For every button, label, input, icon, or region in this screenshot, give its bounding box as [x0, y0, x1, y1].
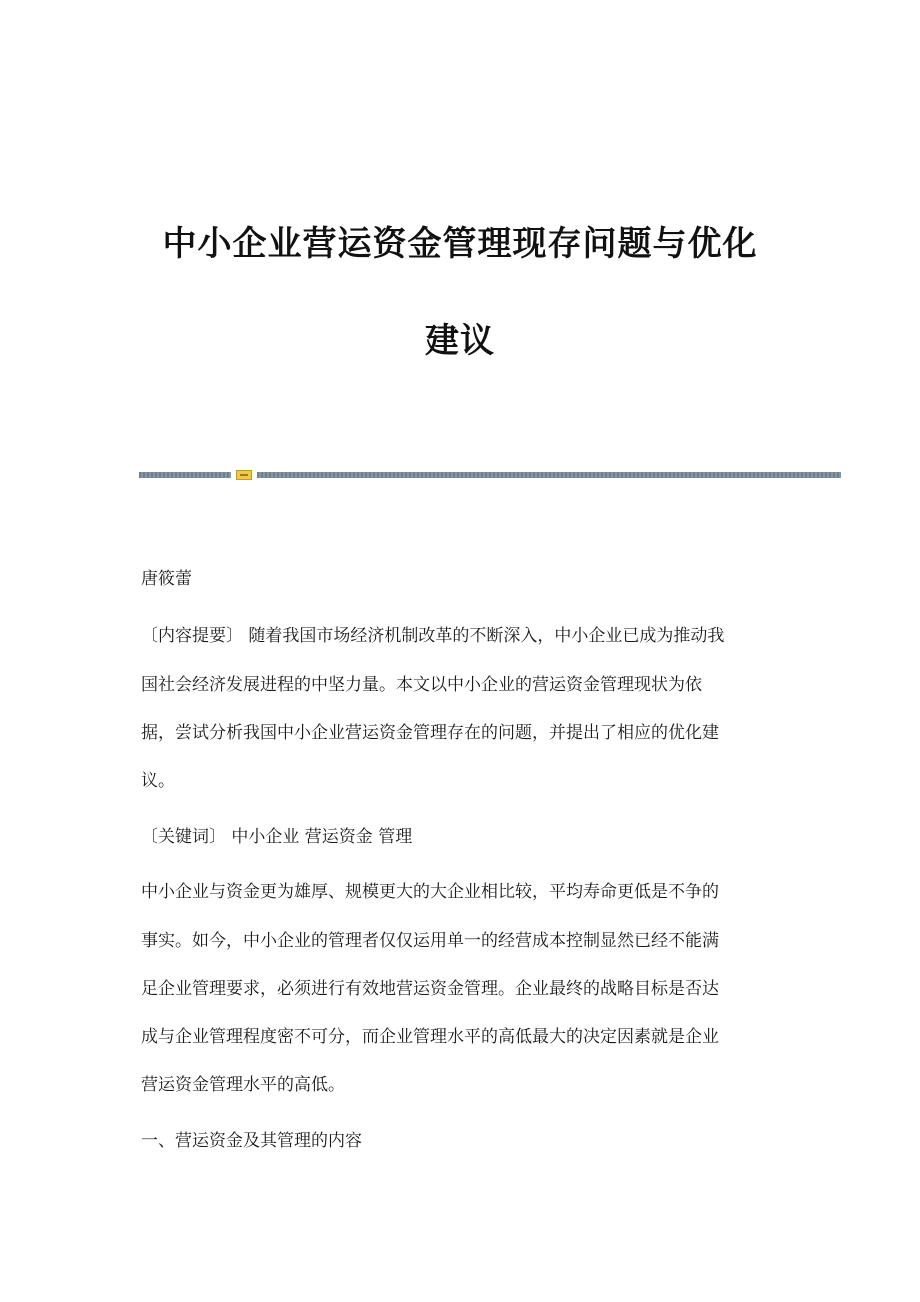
body-paragraph-line: 事实。如今，中小企业的管理者仅仅运用单一的经营成本控制显然已经不能满: [141, 931, 719, 951]
abstract-line: 据，尝试分析我国中小企业营运资金管理存在的问题，并提出了相应的优化建: [141, 723, 719, 743]
abstract-line: 国社会经济发展进程的中坚力量。本文以中小企业的营运资金管理现状为依: [141, 675, 702, 695]
author-name: 唐筱蕾: [141, 569, 192, 589]
abstract-line: 〔内容提要〕 随着我国市场经济机制改革的不断深入，中小企业已成为推动我: [141, 626, 725, 646]
document-title-line-2: 建议: [425, 321, 495, 361]
abstract-line: 议。: [141, 771, 175, 791]
body-paragraph-line: 营运资金管理水平的高低。: [141, 1075, 345, 1095]
body-paragraph-line: 中小企业与资金更为雄厚、规模更大的大企业相比较，平均寿命更低是不争的: [141, 882, 719, 902]
title-divider: [139, 470, 841, 480]
body-paragraph-line: 成与企业管理程度密不可分，而企业管理水平的高低最大的决定因素就是企业: [141, 1027, 719, 1047]
divider-right-segment: [257, 472, 841, 478]
section-heading: 一、营运资金及其管理的内容: [141, 1131, 362, 1151]
keywords-line: 〔关键词〕 中小企业 营运资金 管理: [141, 827, 413, 847]
body-paragraph-line: 足企业管理要求，必须进行有效地营运资金管理。企业最终的战略目标是否达: [141, 979, 719, 999]
document-title-line-1: 中小企业营运资金管理现存问题与优化: [162, 224, 758, 264]
divider-left-segment: [139, 472, 231, 478]
divider-ornament-icon: [236, 470, 252, 480]
